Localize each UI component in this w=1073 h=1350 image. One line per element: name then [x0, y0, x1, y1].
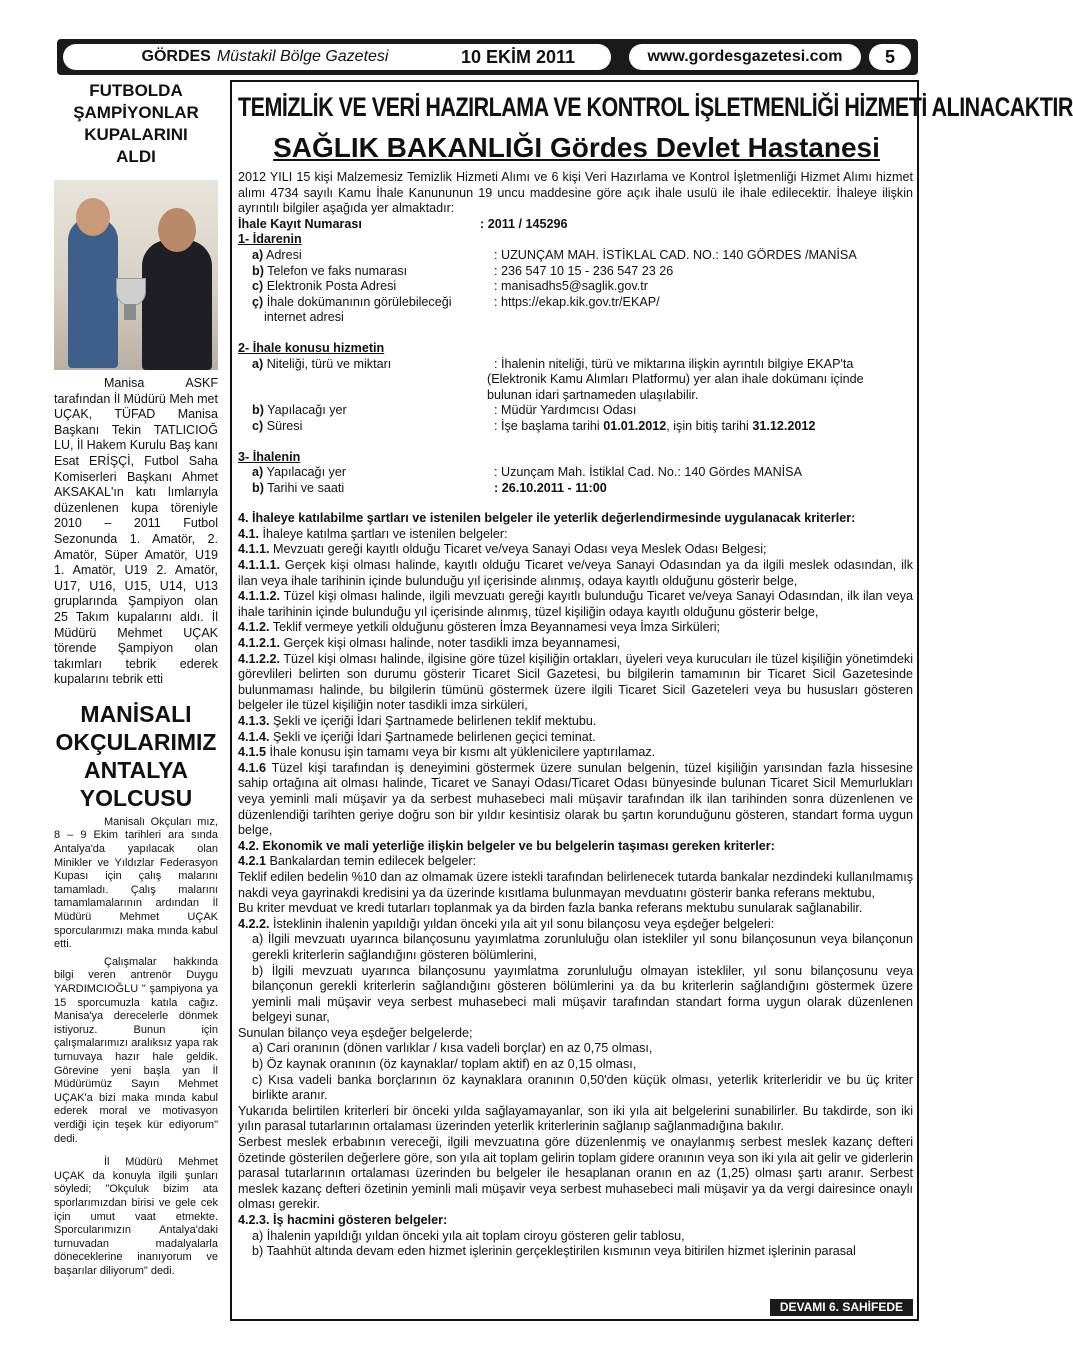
photo-figure-right	[142, 240, 212, 370]
clause-body: b) Taahhüt altında devam eden hizmet işlerinin gerçekleştirilen kısmının veya bitirilen hizmet işlerinin parasal	[252, 1244, 856, 1259]
award-photo	[54, 180, 218, 370]
clause: 4.1.4. Şekli ve içeriği İdari Şartnamede belirlenen geçici teminat.	[238, 729, 596, 744]
clause: 4.2.1 Bankalardan temin edilecek belgeler:	[238, 854, 477, 869]
clause: 4.1.2.2. Tüzel kişi olması halinde, ilgisine göre tüzel kişiliğin ortakları, üyeleri veya kurucuları ile tüzel kişiliğin yönetimdeki görevlileri belirten son durumu gösterir Ticaret Sicil Gazetesi, bu bilgilerin tamamının bir Ticaret Sicil Gazetesinde bulunmaması halinde, bu bilgilerin tümünü göstermek üzere ilgili Ticaret Sicil Gazeteleri veya bu hususları gösteren belgeler ile tüzel kişiliğin noter tasdikli imza sirküleri,	[238, 651, 913, 713]
tender-notice	[230, 80, 1073, 1321]
clause: 4.1.2. Teklif vermeye yetkili olduğunu gösteren İmza Beyannamesi veya İmza Sirküleri;	[238, 620, 721, 635]
photo-head-left	[76, 198, 110, 236]
notice-content: 2012 YILI 15 kişi Malzemesiz Temizlik Hizmeti Alımı ve 6 kişi Veri Hazırlama ve Kontrol İşletmenliği Hizmet Alımı hizmet alımı 4734 sayılı Kamu İhale Kanununun 19 uncu maddesine göre açık ihale usulü ile ihale edilecektir. İhaleye ilişkin ayrıntılı bilgiler aşağıda yer almaktadır: İhale Kayıt Numarası : 2011 / 145296 1- İdarenin a) Adresi : UZUNÇAM MAH. İSTİKLAL CAD. NO.: 140 GÖRDES /MANİSA b) Telefon ve faks numarası : 236 547 10 15 - 236 547 23 26 c) Elektronik Posta Adresi : manisadhs5@saglik.gov.tr ç) İhale dokümanının görülebileceği : https://ekap.kik.gov.tr/EKAP/ internet adresi 2- İhale konusu hizmetin a) Niteliği, türü ve miktarı : İhalenin niteliği, türü ve miktarına ilişkin ayrıntılı bilgiye EKAP'ta (Elektronik Kamu Alımları Platformu) yer alan ihale dokümanı içinde bulunan idari şartnameden ulaşılabilir. b) Yapılacağı yer : Müdür Yardımcısı Odası c) Süresi : İşe başlama tarihi 01.01.2012, işin bitiş tarihi 31.12.2012 3- İhalenin a) Yapılacağı yer : Uzunçam Mah. İstiklal Cad. No.: 140 Gördes MANİSA b) Tarihi ve saati : 26.10.2011 - 11:00 4. İhaleye katılabilme şartları ve istenilen belgeler ile yeterlik değerlendirmesinde uygulanacak kriterler: 4.1. İhaleye katılma şartları ve istenilen belgeler: 4.1.1. Mevzuatı gereği kayıtlı olduğu Ticaret ve/veya Sanayi Odası veya Meslek Odası Belgesi; 4.1.1.1. Gerçek kişi olması halinde, kayıtlı olduğu Ticaret ve/veya Sanayi Odasından ya da ilgili meslek odasından, ilk ilan veya ihale tarihinin içinde bulunduğu yıl içerisinde alınmış, odaya kayıtlı olduğunu gösterir belge, 4.1.1.2. Tüzel kişi olması halinde, ilgili mevzuatı gereği kayıtlı bulunduğu Ticaret ve/veya Sanayi Odasından, ilk ilan veya ihale tarihinin içinde bulunduğu yıl içerisinde alınmış, tüzel kişiliğin odaya kayıtlı olduğunu gösterir belge, 4.1.2. Teklif vermeye yetkili olduğunu gösteren İmza Beyannamesi veya İmza Sirküleri; 4.1.2.1. Gerçek kişi olması halinde, noter tasdikli imza beyannamesi, 4.1.2.2. Tüzel kişi olması halinde, ilgisine göre tüzel kişiliğin ortakları, üyeleri veya kurucuları ile tüzel kişiliğin yönetimdeki görevlileri belirten son durumu gösterir Ticaret Sicil Gazetesi, bu bilgilerin tamamının bir Ticaret Sicil Gazetesinde bulunmaması halinde, bu bilgilerin tümünü göstermek üzere ilgili Ticaret Sicil Gazeteleri veya bu hususları gösteren belgeler ile tüzel kişiliğin noter tasdikli imza sirküleri, 4.1.3. Şekli ve içeriği İdari Şartnamede belirlenen teklif mektubu. 4.1.4. Şekli ve içeriği İdari Şartnamede belirlenen geçici teminat. 4.1.5 İhale konusu işin tamamı veya bir kısmı alt yüklenicilere yaptırılamaz. 4.1.6 Tüzel kişi tarafından iş deneyimini göstermek üzere sunulan belgenin, tüzel kişiliğin yarısından fazla hissesine sahip ortağına ait olması halinde, Ticaret ve Sanayi Odası/Ticaret Odası bünyesinde bulunan Ticaret Sicil Memurlukları veya yeminli mali müşavir ya da serbest muhasebeci mali müşavir tarafından ilk ilan tarihinden sonra düzenlenen ve düzenlendiği tarihten geriye doğru son bir yıldır kesintisiz olarak bu şartın korunduğunu gösteren, standart forma uygun belge, 4.2. Ekonomik ve mali yeterliğe ilişkin belgeler ve bu belgelerin taşıması gereken kriterler: 4.2.1 Bankalardan temin edilecek belgeler: Teklif edilen bedelin %10 dan az olmamak üzere istekli tarafından belirlenecek tutarda bankalar nezdindeki kullanılmamış nakdi veya gayrinakdi kredisini ya da üzerinde kısıtlama bulunmayan mevduatını gösterir banka referans mektubu, Bu kriter mevduat ve kredi tutarları toplanmak ya da birden fazla banka referans mektubu sunularak sağlanabilir. 4.2.2. İsteklinin ihalenin yapıldığı yıldan önceki yıla ait yıl sonu bilançosu veya eşdeğer belgeleri: a) İlgili mevzuatı uyarınca bilançosunu yayımlatma zorunluluğu olan istekliler yıl sonu bilançosunun veya bilançonun gerekli kriterlerin sağlandığını gösteren bölümlerini, b) İlgili mevzuatı uyarınca bilançosunu yayımlatma zorunluluğu olmayan istekliler, yıl sonu bilançosunu veya bilançonun gerekli kriterlerin sağlandığını gösteren bölümlerini ya da bu kriterlerin sağlandığını göstermek üzere yeminli mali müşavir veya serbest muhasebeci mali müşavir tarafından standart forma uygun olarak düzenlenen belgeyi sunar, Sunulan bilanço veya eşdeğer belgelerde; a) Cari oranının (dönen varlıklar / kısa vadeli borçlar) en az 0,75 olması, b) Öz kaynak oranının (öz kaynaklar/ toplam aktif) en az 0,15 olması, c) Kısa vadeli banka borçlarının öz kaynaklara oranının 0,50'den küçük olması, yeterlik kriterleridir ve bu üç kriter birlikte aranır. Yukarıda belirtilen kriterleri bir önceki yılda sağlayamayanlar, son iki yıla ait belgelerini sunabilirler. Bu takdirde, son iki yılın parasal tutarlarının ortalaması üzerinden yeterlik kriterlerinin sağlanıp sağlanmadığına bakılır. Serbest meslek erbabının vereceği, ilgili mevzuatına göre düzenlenmiş ve onaylanmış serbest meslek kazanç defteri özetinde gösterilen değerlere göre, son yıla ait toplam gelirin toplam gidere oranının veya son iki yıla ait gelir ve giderlerin parasal tutarlarının ortalaması üzerinden bu belgeler ile hesaplanan oranın en az (1,25) olması şartı aranır. Serbest meslek kazanç defteri özetinin yeminli mali müşavir veya serbest muhasebeci mali müşavir ya da vergi dairesince onaylı olması gerekir. 4.2.3. İş hacmini gösteren belgeler: a) İhalenin yapıldığı yıldan önceki yıla ait toplam ciroyu gösteren gelir tablosu, b) Taahhüt altında devam eden hizmet işlerinin gerçekleştirilen kısmının veya bitirilen hizmet işlerinin parasal	[238, 170, 913, 1259]
clause-body: Yukarıda belirtilen kriterleri bir önceki yılda sağlayamayanlar, son iki yıla ait belgelerini sunabilirler. Bu takdirde, son iki yılın parasal tutarlarının ortalaması üzerinden yeterlik kriterlerinin sağlanıp sağlanmadığına bakılır.	[238, 1103, 913, 1134]
clause: 4.1.2.1. Gerçek kişi olması halinde, noter tasdikli imza beyannamesi,	[238, 636, 621, 651]
notice-intro: 2012 YILI 15 kişi Malzemesiz Temizlik Hizmeti Alımı ve 6 kişi Veri Hazırlama ve Kontrol İşletmenliği Hizmet Alımı hizmet alımı 4734 sayılı Kamu İhale Kanununun 19 uncu maddesine göre açık ihale usulü ile ihale edilecektir. İhaleye ilişkin ayrıntılı bilgiler aşağıda yer almaktadır:	[238, 170, 913, 216]
section3-row: b) Tarihi ve saati : 26.10.2011 - 11:00	[252, 480, 607, 495]
clause-body: b) İlgili mevzuatı uyarınca bilançosunu yayımlatma zorunluluğu olmayan istekliler, yıl sonu bilançosunu veya bilançonun gerekli kriterlerin sağlandığını gösteren bölümlerini ya da bu kriterlerin sağlandığını göstermek üzere yeminli mali müşavir veya serbest muhasebeci mali müşavir tarafından standart forma uygun olarak düzenlenen belgeyi sunar,	[252, 963, 913, 1025]
story1-body: Manisa ASKF tarafından İl Müdürü Meh met UÇAK, TÜFAD Manisa Başkanı Tekin TATLICIOĞ LU, İl Hakem Kurulu Baş kanı Esat ERİŞÇİ, Futbol Saha Komiserleri Başkanı Ahmet AKSAKAL'ın katı lımlarıyla düzenlenen kupa töreniyle 2010 – 2011 Futbol Sezonunda 1. Amatör, 2. Amatör, Süper Amatör, U19 1. Amatör, U19 2. Amatör, U17, U16, U15, U14, U13 gruplarında Şampiyon olan 25 Takım kupalarını aldı. İl Müdürü Mehmet UÇAK törende Şampiyon olan takımları tebrik ederek kupalarını tebrik etti	[54, 376, 218, 687]
photo-head-right	[158, 208, 196, 252]
trophy-base	[124, 304, 136, 320]
clause: 4.1. İhaleye katılma şartları ve istenilen belgeler:	[238, 526, 508, 541]
section1-row: ç) İhale dokümanının görülebileceği : https://ekap.kik.gov.tr/EKAP/	[252, 294, 660, 309]
section2-row: c) Süresi : İşe başlama tarihi 01.01.2012, işin bitiş tarihi 31.12.2012	[252, 418, 816, 433]
clause-body: a) İhalenin yapıldığı yıldan önceki yıla ait toplam ciroyu gösteren gelir tablosu,	[252, 1228, 685, 1243]
section1-row: b) Telefon ve faks numarası : 236 547 10 15 - 236 547 23 26	[252, 263, 674, 278]
clause-body: Serbest meslek erbabının vereceği, ilgili mevzuatına göre düzenlenmiş ve onaylanmış serbest meslek kazanç defteri özetinde gösterilen değerlere göre, son yıla ait toplam gelirin toplam gidere oranının veya son iki yıla ait gelir ve giderlerin parasal tutarlarının ortalaması üzerinden bu belgeler ile hesaplanan oranın en az (1,25) olması şartı aranır. Serbest meslek kazanç defteri özetinin yeminli mali müşavir veya serbest muhasebeci mali müşavir ya da vergi dairesince onaylı olması gerekir.	[238, 1135, 913, 1212]
clause: 4.1.1. Mevzuatı gereği kayıtlı olduğu Ticaret ve/veya Sanayi Odası veya Meslek Odası Belgesi;	[238, 542, 767, 557]
newspaper-name-bold: GÖRDES	[141, 48, 211, 65]
clause-body: a) İlgili mevzuatı uyarınca bilançosunu yayımlatma zorunluluğu olan istekliler yıl sonu bilançosunun veya bilançonun gerekli kriterlerin sağlandığını gösteren bölümlerini,	[252, 932, 913, 962]
notice-subtitle: SAĞLIK BAKANLIĞI Gördes Devlet Hastanesi	[273, 132, 880, 163]
clause-body: Sunulan bilanço veya eşdeğer belgelerde;	[238, 1025, 473, 1040]
section1-title: 1- İdarenin	[238, 232, 302, 247]
story2-headline: MANİSALI OKÇULARIMIZ ANTALYA YOLCUSU	[55, 700, 217, 811]
section423-title: 4.2.3. İş hacmini gösteren belgeler:	[238, 1213, 448, 1227]
clause: 4.1.3. Şekli ve içeriği İdari Şartnamede belirlenen teklif mektubu.	[238, 714, 597, 728]
section1-row: a) Adresi : UZUNÇAM MAH. İSTİKLAL CAD. NO.: 140 GÖRDES /MANİSA	[252, 247, 857, 262]
clause: 4.1.6 Tüzel kişi tarafından iş deneyimini göstermek üzere sunulan belgenin, tüzel kişiliğin yarısından fazla hissesine sahip ortağına ait olması halinde, Ticaret ve Sanayi Odası/Ticaret Odası bünyesinde bulunan Ticaret Sicil Memurlukları veya yeminli mali müşavir ya da serbest muhasebeci mali müşavir tarafından ilk ilan tarihinden sonra düzenlenen ve düzenlendiği tarihten geriye doğru son bir yıldır kesintisiz olarak bu şartın korunduğunu gösteren, standart forma uygun belge,	[238, 760, 913, 838]
section2-row: b) Yapılacağı yer : Müdür Yardımcısı Odası	[252, 403, 637, 418]
clause: 4.1.1.2. Tüzel kişi olması halinde, ilgili mevzuatı gereği kayıtlı bulunduğu Ticaret ve/veya Sanayi Odasından, ilk ilan veya ihale tarihinin içinde bulunduğu yıl içerisinde alınmış, tüzel kişiliğin odaya kayıtlı olduğunu gösterir belge,	[238, 589, 913, 619]
clause-body: Teklif edilen bedelin %10 dan az olmamak üzere istekli tarafından belirlenecek tutarda bankalar nezdindeki kullanılmamış nakdi veya gayrinakdi kredisini ya da üzerinde kısıtlama bulunmayan mevduatını gösterir banka referans mektubu,	[238, 869, 913, 900]
clause: 4.2.2. İsteklinin ihalenin yapıldığı yıldan önceki yıla ait yıl sonu bilançosu veya eşdeğer belgeleri:	[238, 916, 775, 931]
notice-title: TEMİZLİK VE VERİ HAZIRLAMA VE KONTROL İŞLETMENLİĞİ HİZMETİ ALINACAKTIR	[238, 92, 1073, 122]
section3-title: 3- İhalenin	[238, 449, 301, 464]
masthead-bar	[57, 39, 918, 75]
photo-figure-left	[68, 218, 118, 368]
story2-paragraph: Çalışmalar hakkında bilgi veren antrenör Duygu YARDIMCIOĞLU " şampiyona ya 15 sporcumuzla katıla cağız. Manisa'ya derecelerle dönmek istiyoruz. Bunun için çalışmalarımızı aralıksız yapa rak turnuvaya hazır hale geldik. Görevine yeni başla yan İl Müdürümüz Sayın Mehmet UÇAK'a bizi maka mında kabul ederek moral ve motivasyon verdiği için teşek kür ediyorum" dedi.	[54, 955, 218, 1145]
registration-row: İhale Kayıt Numarası : 2011 / 145296	[238, 216, 568, 231]
story2-paragraph: İl Müdürü Mehmet UÇAK da konuyla ilgili şunları söyledi; "Okçuluk bizim ata sporlarımızdan birisi ve gele cek için umut vaat etmekte. Sporcularımızın Antalya'daki turnuvadan madalyalarla döneceklerine inanıyorum ve başarılar diliyorum" dedi.	[54, 1156, 218, 1277]
ratio-item: a) Cari oranının (dönen varlıklar / kısa vadeli borçlar) en az 0,75 olması,	[252, 1041, 653, 1056]
section4-title: 4. İhaleye katılabilme şartları ve istenilen belgeler ile yeterlik değerlendirmesinde uygulanacak kriterler:	[238, 511, 856, 526]
newspaper-name	[63, 44, 467, 70]
section3-row: a) Yapılacağı yer : Uzunçam Mah. İstiklal Cad. No.: 140 Gördes MANİSA	[252, 465, 802, 480]
newspaper-name-rest: Müstakil Bölge Gazetesi	[216, 48, 389, 65]
section1-row: c) Elektronik Posta Adresi : manisadhs5@saglik.gov.tr	[252, 279, 648, 294]
clause-body: Bu kriter mevduat ve kredi tutarları toplanmak ya da birden fazla banka referans mektubu sunularak sağlanabilir.	[238, 901, 863, 916]
page-number: 5	[869, 44, 911, 70]
story2-paragraph: Manisalı Okçuları mız, 8 – 9 Ekim tarihleri ara sında Antalya'da yapılacak olan Minikler ve Yıldızlar Federasyon Kupası için çalış malarını tamamladı. Çalış malarını tamamlamalarının ardından İl Müdürü Mehmet UÇAK sporcularımızı maka mında kabul etti.	[54, 815, 218, 951]
issue-date: 10 EKİM 2011	[425, 44, 611, 70]
clause: 4.1.5 İhale konusu işin tamamı veya bir kısmı alt yüklenicilere yaptırılamaz.	[238, 745, 656, 760]
section42-title: 4.2. Ekonomik ve mali yeterliğe ilişkin belgeler ve bu belgelerin taşıması gereken kriterler:	[238, 838, 775, 853]
left-column	[54, 80, 218, 1278]
website-url: www.gordesgazetesi.com	[629, 44, 861, 70]
continued-badge: DEVAMI 6. SAHİFEDE	[770, 1299, 913, 1316]
ratio-item: c) Kısa vadeli banka borçlarının öz kaynaklara oranının 0,50'den küçük olması, yeterlik kriterleridir ve bu üç kriter birlikte aranır.	[252, 1072, 913, 1103]
section2-row: a) Niteliği, türü ve miktarı : İhalenin niteliği, türü ve miktarına ilişkin ayrıntılı bilgiye EKAP'ta	[252, 356, 854, 371]
clause: 4.1.1.1. Gerçek kişi olması halinde, kayıtlı olduğu Ticaret ve/veya Sanayi Odasından ya da ilgili meslek odasından, ilk ilan veya ihale tarihinin içinde bulunduğu yıl içerisinde alınmış, odaya kayıtlı olduğunu gösterir belge,	[238, 558, 913, 588]
ratio-item: b) Öz kaynak oranının (öz kaynaklar/ toplam aktif) en az 0,15 olması,	[252, 1057, 637, 1072]
trophy-cup	[116, 278, 146, 306]
story1-headline: FUTBOLDA ŞAMPİYONLAR KUPALARINI ALDI	[73, 81, 199, 166]
section2-title: 2- İhale konusu hizmetin	[238, 340, 385, 355]
